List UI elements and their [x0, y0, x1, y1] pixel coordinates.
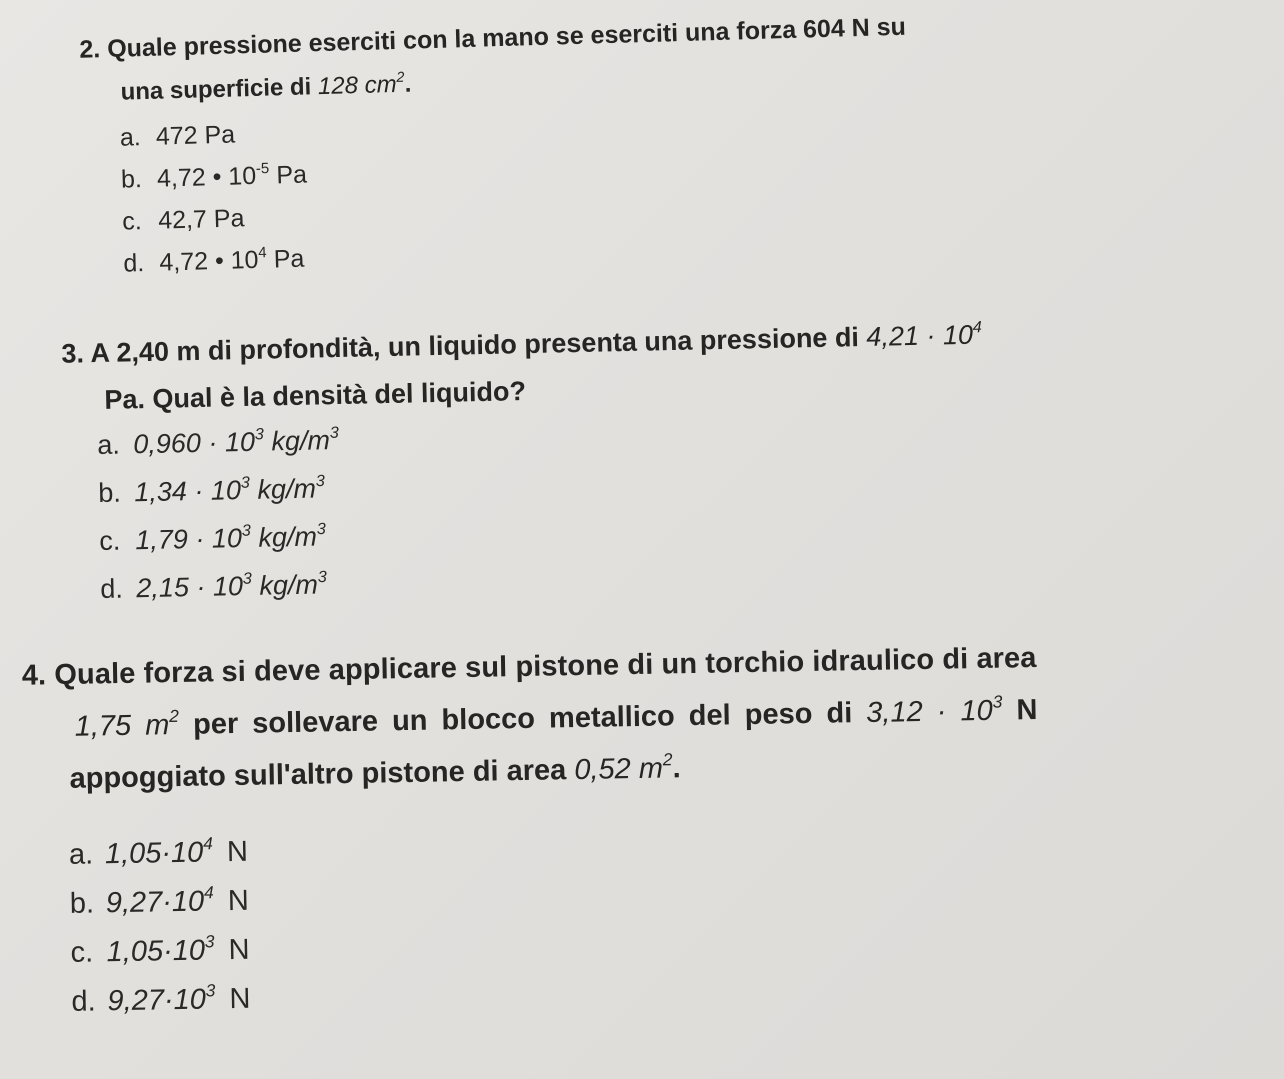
force-unit: N: [1002, 694, 1038, 727]
option-letter: a.: [97, 429, 121, 461]
option-letter: c.: [99, 525, 121, 557]
option-letter: d.: [100, 573, 124, 605]
option-value: $1,05\cdot 10^4$: [104, 833, 213, 871]
question-3-line-1: [61, 320, 982, 370]
option-value: 4,72 • 10: [159, 245, 259, 277]
option-a: [120, 120, 236, 152]
question-4-line-1: [22, 642, 1037, 693]
question-4-line-2: [74, 691, 1038, 744]
question-2-line-2: una superficie di 128 $cm^2$.: [120, 69, 412, 106]
question-text: A 2,40 m di profondità, un liquido presenta una pressione di: [90, 321, 867, 369]
option-letter: c.: [70, 936, 94, 969]
question-text: Quale forza si deve applicare sul pistone di un torchio idraulico di area: [54, 642, 1037, 692]
option-b: [98, 473, 325, 509]
question-number: 4.: [21, 659, 47, 692]
question-number: 2.: [79, 35, 101, 64]
option-letter: a.: [119, 123, 142, 152]
option-unit: N: [228, 933, 250, 967]
option-b: [69, 882, 250, 921]
option-c: [122, 204, 245, 236]
option-c: [70, 931, 250, 970]
force-value: $3,12 \cdot 10^3$: [865, 691, 1003, 729]
option-letter: a.: [68, 838, 94, 871]
option-letter: c.: [121, 207, 143, 236]
option-c: [99, 521, 326, 557]
option-value: $1,34 \cdot 10^3$ $kg/m^3$: [134, 471, 325, 508]
question-text: appoggiato sull'altro pistone di area: [69, 754, 575, 795]
option-value: 42,7 Pa: [157, 204, 245, 235]
question-text: una superficie di: [120, 73, 319, 106]
option-value: $1,79 \cdot 10^3$ $kg/m^3$: [135, 519, 326, 556]
option-letter: b.: [120, 165, 143, 194]
option-value: 4,72 • 10: [156, 161, 257, 193]
option-exponent: -5: [255, 160, 270, 178]
option-d: [100, 569, 327, 605]
option-unit: Pa: [276, 160, 308, 190]
question-2-line-1: [79, 13, 906, 65]
option-d: [71, 980, 251, 1019]
question-number: 3.: [61, 338, 85, 369]
option-value: $9,27\cdot 10^3$: [107, 980, 216, 1018]
option-value: $0,960 \cdot 10^3$ $kg/m^3$: [133, 423, 339, 460]
option-value: $1,05\cdot 10^3$: [106, 931, 215, 969]
question-text: Pa. Qual è la densità del liquido?: [104, 376, 527, 415]
option-unit: N: [227, 884, 250, 918]
option-letter: b.: [98, 477, 122, 509]
question-text: per sollevare un blocco metallico del peso di: [178, 696, 867, 741]
area-value: 0,52 $m^2$: [574, 749, 673, 787]
option-d: [123, 245, 305, 279]
option-b: [121, 161, 308, 195]
option-letter: d.: [71, 985, 96, 1018]
option-unit: Pa: [273, 244, 305, 274]
option-exponent: 4: [258, 244, 267, 262]
area-value: 128 $cm^2$: [317, 69, 405, 101]
option-letter: b.: [69, 887, 95, 920]
area-value: 1,75 $m^2$: [74, 705, 180, 743]
option-value: $9,27\cdot 10^4$: [105, 882, 214, 920]
question-4-line-3: appoggiato sull'altro pistone di area 0,52 $m^2$.: [69, 749, 681, 795]
option-a: [68, 833, 249, 872]
option-unit: N: [229, 982, 251, 1016]
option-value: 472 Pa: [155, 120, 236, 151]
option-a: [97, 425, 339, 461]
option-value: $2,15 \cdot 10^3$ $kg/m^3$: [136, 567, 327, 604]
option-letter: d.: [123, 249, 145, 278]
pressure-value: $4,21 \cdot 10^4$: [866, 318, 982, 352]
question-3-line-2: [104, 376, 526, 416]
question-text: Quale pressione eserciti con la mano se eserciti una forza 604 N su: [106, 12, 907, 64]
option-unit: N: [226, 835, 249, 869]
